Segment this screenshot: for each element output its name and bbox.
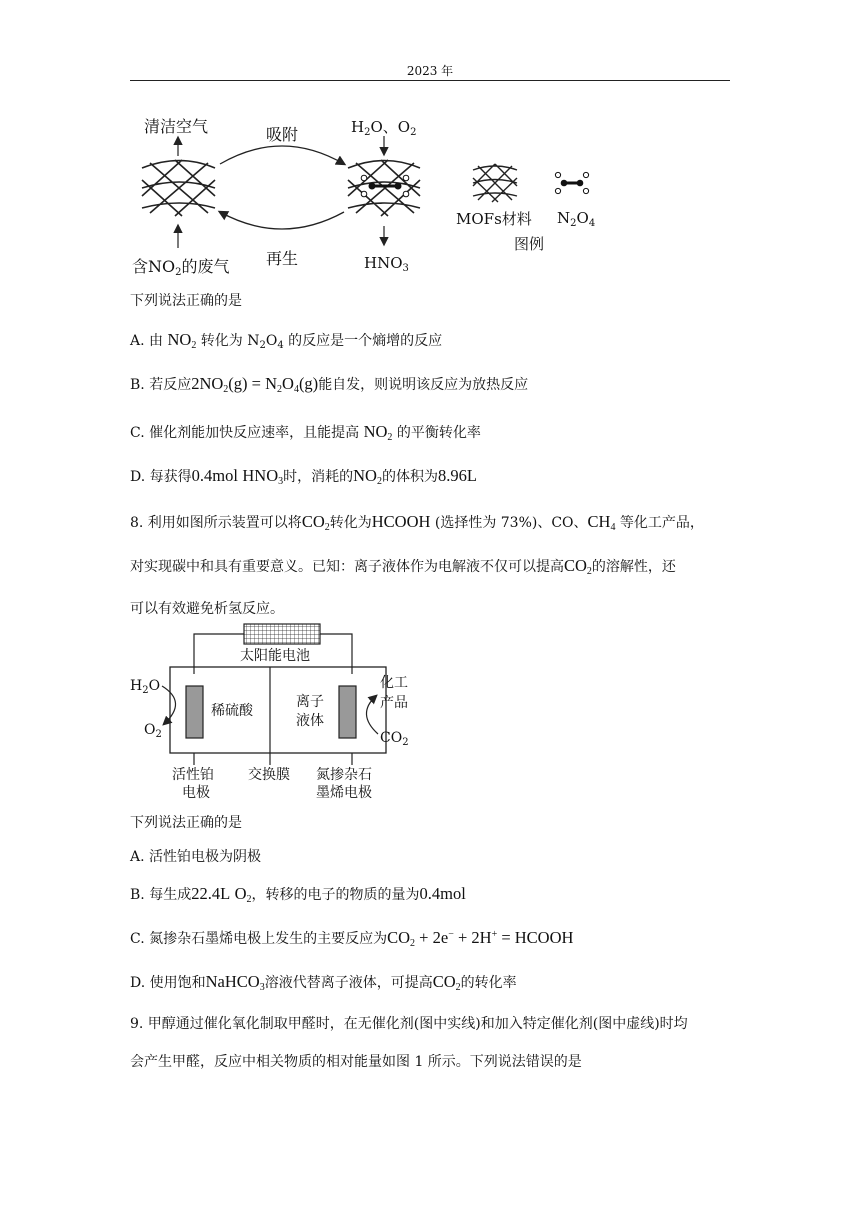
adsorb-label: 吸附 <box>266 125 299 144</box>
regen-arrow <box>220 212 344 229</box>
q8-line-3: 可以有效避免析氢反应。 <box>130 601 284 617</box>
chem-product-label-2: 产品 <box>380 695 408 711</box>
graphene-electrode-label-1: 氮掺杂石 <box>316 767 372 783</box>
hno3-label: $HNO_3$ <box>364 254 409 274</box>
graphene-electrode <box>339 686 356 738</box>
wire-left <box>194 634 244 674</box>
adsorb-arrow <box>220 146 344 164</box>
mofs-cycle-figure <box>120 108 620 278</box>
q8-line-1: 8. 利用如图所示装置可以将$CO_2$转化为HCOOH (选择性为 73%)、CO、$CH_4$ 等化工产品， <box>130 512 704 533</box>
graphene-electrode-label-2: 墨烯电极 <box>316 785 372 801</box>
header-rule <box>130 80 730 81</box>
legend-n2o4-label: $N_2O_4$ <box>557 209 596 229</box>
q8-option-a: A. 活性铂电极为阴极 <box>130 849 262 865</box>
q8-option-b: B. 每生成22.4L $O_2$，转移的电子的物质的量为0.4mol <box>130 884 466 905</box>
mofs-material-left <box>142 160 215 216</box>
clean-air-label: 清洁空气 <box>144 117 209 136</box>
ionic-liquid-label-1: 离子 <box>296 694 324 710</box>
ionic-liquid-label-2: 液体 <box>296 713 324 729</box>
solar-cell-icon <box>244 624 320 644</box>
h2o-o2-label: $H_2O$、$O_2$ <box>351 118 417 138</box>
electrolysis-figure <box>126 622 426 808</box>
pt-electrode-label-1: 活性铂 <box>172 767 214 783</box>
q9-line-1: 9. 甲醇通过催化氧化制取甲醛时，在无催化剂(图中实线)和加入特定催化剂(图中虚线)时均 <box>130 1016 688 1032</box>
q7-option-d: D. 每获得0.4mol $HNO_3$时，消耗的$NO_2$的体积为8.96L <box>130 466 477 487</box>
q7-option-c: C. 催化剂能加快反应速率，且能提高 $NO_2$ 的平衡转化率 <box>130 422 481 443</box>
q8-option-d: D. 使用饱和NaHCO$_3$溶液代替离子液体，可提高$CO_2$的转化率 <box>130 972 517 993</box>
q7-option-a: A. 由 $NO_2$ 转化为 $N_2O_4$ 的反应是一个熵增的反应 <box>130 330 443 351</box>
solar-cell-label: 太阳能电池 <box>240 648 310 664</box>
q9-line-2: 会产生甲醛，反应中相关物质的相对能量如图 1 所示。下列说法错误的是 <box>130 1054 582 1070</box>
q7-stem: 下列说法正确的是 <box>130 293 242 309</box>
legend-title: 图例 <box>514 235 545 253</box>
cathode-gas-arrow <box>366 696 378 734</box>
legend-mofs-icon <box>473 164 517 202</box>
q7-option-b: B. 若反应$2NO_2(g) = N_2O_4(g)$能自发，则说明该反应为放热反应 <box>130 374 529 395</box>
legend-mofs-label: MOFs材料 <box>456 210 532 228</box>
h2o-label: $H_2O$ <box>130 678 161 696</box>
anode-gas-arrow <box>162 686 176 724</box>
co2-label: $CO_2$ <box>380 730 409 748</box>
legend-n2o4-icon <box>555 172 588 193</box>
mofs-material-right <box>348 160 420 216</box>
pt-electrode-label-2: 电极 <box>182 785 210 801</box>
regen-label: 再生 <box>266 249 299 268</box>
platinum-electrode <box>186 686 203 738</box>
dilute-acid-label: 稀硫酸 <box>211 703 253 719</box>
q8-stem: 下列说法正确的是 <box>130 815 242 831</box>
q8-line-2: 对实现碳中和具有重要意义。已知：离子液体作为电解液不仅可以提高$CO_2$的溶解性，还 <box>130 556 676 577</box>
membrane-label: 交换膜 <box>248 767 290 783</box>
q8-option-c: C. 氮掺杂石墨烯电极上发生的主要反应为$CO_2 + 2e^- + 2H^+$ = HCOOH <box>130 928 574 949</box>
chem-product-label-1: 化工 <box>380 675 408 691</box>
o2-label: $O_2$ <box>144 722 162 740</box>
waste-gas-label: 含$NO_2$的废气 <box>132 257 230 278</box>
page-header-year: 2023 年 <box>406 64 454 78</box>
wire-right <box>320 634 352 674</box>
